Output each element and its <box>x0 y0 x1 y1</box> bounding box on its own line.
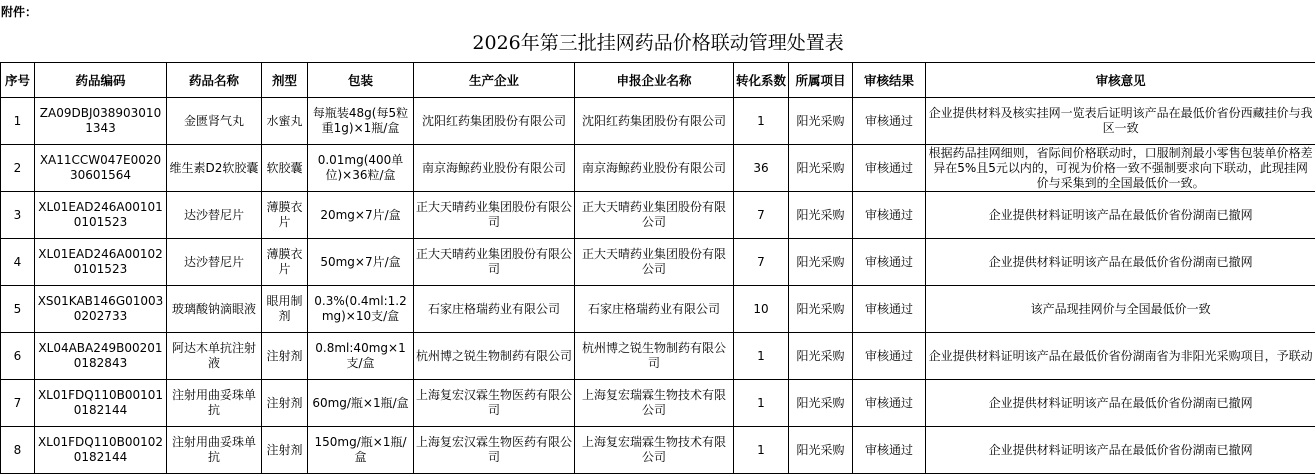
header-pack: 包装 <box>308 63 414 98</box>
cell-form: 薄膜衣片 <box>262 239 308 286</box>
header-maker: 生产企业 <box>414 63 575 98</box>
cell-name: 玻璃酸钠滴眼液 <box>167 286 262 333</box>
cell-form: 注射剂 <box>262 380 308 427</box>
cell-form: 软胶囊 <box>262 145 308 192</box>
cell-maker: 石家庄格瑞药业有限公司 <box>414 286 575 333</box>
cell-name: 注射用曲妥珠单抗 <box>167 427 262 474</box>
table-row <box>1 98 1315 145</box>
header-applicant: 申报企业名称 <box>575 63 734 98</box>
cell-no: 5 <box>1 286 35 333</box>
cell-opinion: 根据药品挂网细则，省际间价格联动时，口服制剂最小零售包装单价格差异在5%且5元以内的，可视为价格一致不强制要求向下联动，此现挂网价与采集到的全国最低价一致。 <box>926 145 1315 192</box>
cell-maker: 正大天晴药业集团股份有限公司 <box>414 239 575 286</box>
cell-opinion: 企业提供材料证明该产品在最低价省份湖南省为非阳光采购项目，予联动 <box>926 333 1315 380</box>
cell-form: 眼用制剂 <box>262 286 308 333</box>
cell-factor: 1 <box>734 380 789 427</box>
cell-code: XL01FDQ110B001010182144 <box>35 380 167 427</box>
cell-factor: 36 <box>734 145 789 192</box>
cell-name: 注射用曲妥珠单抗 <box>167 380 262 427</box>
cell-factor: 7 <box>734 239 789 286</box>
cell-no: 7 <box>1 380 35 427</box>
cell-code: ZA09DBJ0389030101343 <box>35 98 167 145</box>
cell-project: 阳光采购 <box>789 98 853 145</box>
cell-applicant: 正大天晴药业集团股份有限公司 <box>575 192 734 239</box>
cell-name: 阿达木单抗注射液 <box>167 333 262 380</box>
cell-code: XA11CCW047E002030601564 <box>35 145 167 192</box>
cell-code: XL01FDQ110B001020182144 <box>35 427 167 474</box>
cell-code: XL01EAD246A001020101523 <box>35 239 167 286</box>
cell-name: 金匮肾气丸 <box>167 98 262 145</box>
cell-name: 达沙替尼片 <box>167 239 262 286</box>
table-title: 2026年第三批挂网药品价格联动管理处置表 <box>1 24 1315 63</box>
cell-project: 阳光采购 <box>789 427 853 474</box>
cell-opinion: 企业提供材料证明该产品在最低价省份湖南已撤网 <box>926 192 1315 239</box>
cell-name: 达沙替尼片 <box>167 192 262 239</box>
cell-result: 审核通过 <box>853 192 926 239</box>
cell-factor: 1 <box>734 427 789 474</box>
cell-applicant: 上海复宏瑞霖生物技术有限公司 <box>575 427 734 474</box>
cell-result: 审核通过 <box>853 380 926 427</box>
cell-factor: 1 <box>734 98 789 145</box>
cell-form: 注射剂 <box>262 427 308 474</box>
cell-no: 3 <box>1 192 35 239</box>
cell-applicant: 正大天晴药业集团股份有限公司 <box>575 239 734 286</box>
cell-code: XS01KAB146G010030202733 <box>35 286 167 333</box>
attachment-label: 附件： <box>0 0 37 24</box>
cell-no: 1 <box>1 98 35 145</box>
table-row <box>1 380 1315 427</box>
cell-result: 审核通过 <box>853 286 926 333</box>
cell-factor: 10 <box>734 286 789 333</box>
cell-no: 4 <box>1 239 35 286</box>
cell-maker: 上海复宏汉霖生物医药有限公司 <box>414 380 575 427</box>
cell-applicant: 上海复宏瑞霖生物技术有限公司 <box>575 380 734 427</box>
cell-applicant: 杭州博之锐生物制药有限公司 <box>575 333 734 380</box>
cell-result: 审核通过 <box>853 427 926 474</box>
header-form: 剂型 <box>262 63 308 98</box>
table-row <box>1 145 1315 192</box>
header-no: 序号 <box>1 63 35 98</box>
cell-project: 阳光采购 <box>789 192 853 239</box>
cell-name: 维生素D2软胶囊 <box>167 145 262 192</box>
cell-maker: 沈阳红药集团股份有限公司 <box>414 98 575 145</box>
cell-result: 审核通过 <box>853 98 926 145</box>
cell-result: 审核通过 <box>853 145 926 192</box>
cell-code: XL04ABA249B002010182843 <box>35 333 167 380</box>
cell-pack: 每瓶装48g(每5粒重1g)×1瓶/盒 <box>308 98 414 145</box>
cell-applicant: 南京海鲸药业股份有限公司 <box>575 145 734 192</box>
cell-maker: 正大天晴药业集团股份有限公司 <box>414 192 575 239</box>
cell-project: 阳光采购 <box>789 333 853 380</box>
cell-opinion: 企业提供材料证明该产品在最低价省份湖南已撤网 <box>926 427 1315 474</box>
cell-opinion: 该产品现挂网价与全国最低价一致 <box>926 286 1315 333</box>
cell-pack: 0.8ml:40mg×1支/盒 <box>308 333 414 380</box>
cell-maker: 南京海鲸药业股份有限公司 <box>414 145 575 192</box>
cell-project: 阳光采购 <box>789 145 853 192</box>
cell-form: 注射剂 <box>262 333 308 380</box>
cell-applicant: 沈阳红药集团股份有限公司 <box>575 98 734 145</box>
header-project: 所属项目 <box>789 63 853 98</box>
cell-form: 薄膜衣片 <box>262 192 308 239</box>
cell-pack: 0.3%(0.4ml:1.2mg)×10支/盒 <box>308 286 414 333</box>
cell-pack: 150mg/瓶×1瓶/盒 <box>308 427 414 474</box>
table-row <box>1 192 1315 239</box>
cell-pack: 50mg×7片/盒 <box>308 239 414 286</box>
cell-no: 6 <box>1 333 35 380</box>
cell-pack: 0.01mg(400单位)×36粒/盒 <box>308 145 414 192</box>
cell-pack: 60mg/瓶×1瓶/盒 <box>308 380 414 427</box>
header-name: 药品名称 <box>167 63 262 98</box>
cell-factor: 1 <box>734 333 789 380</box>
cell-pack: 20mg×7片/盒 <box>308 192 414 239</box>
cell-opinion: 企业提供材料证明该产品在最低价省份湖南已撤网 <box>926 239 1315 286</box>
table-row <box>1 427 1315 474</box>
cell-form: 水蜜丸 <box>262 98 308 145</box>
cell-opinion: 企业提供材料及核实挂网一览表后证明该产品在最低价省份西藏挂价与我区一致 <box>926 98 1315 145</box>
cell-result: 审核通过 <box>853 239 926 286</box>
table-row <box>1 286 1315 333</box>
cell-project: 阳光采购 <box>789 380 853 427</box>
header-factor: 转化系数 <box>734 63 789 98</box>
cell-maker: 上海复宏汉霖生物医药有限公司 <box>414 427 575 474</box>
cell-applicant: 石家庄格瑞药业有限公司 <box>575 286 734 333</box>
table-row <box>1 239 1315 286</box>
cell-project: 阳光采购 <box>789 239 853 286</box>
cell-factor: 7 <box>734 192 789 239</box>
header-code: 药品编码 <box>35 63 167 98</box>
header-result: 审核结果 <box>853 63 926 98</box>
table-row <box>1 333 1315 380</box>
price-linkage-table <box>0 24 1315 474</box>
header-opinion: 审核意见 <box>926 63 1315 98</box>
cell-code: XL01EAD246A001010101523 <box>35 192 167 239</box>
cell-result: 审核通过 <box>853 333 926 380</box>
cell-no: 8 <box>1 427 35 474</box>
cell-no: 2 <box>1 145 35 192</box>
cell-project: 阳光采购 <box>789 286 853 333</box>
cell-opinion: 企业提供材料证明该产品在最低价省份湖南已撤网 <box>926 380 1315 427</box>
cell-maker: 杭州博之锐生物制药有限公司 <box>414 333 575 380</box>
